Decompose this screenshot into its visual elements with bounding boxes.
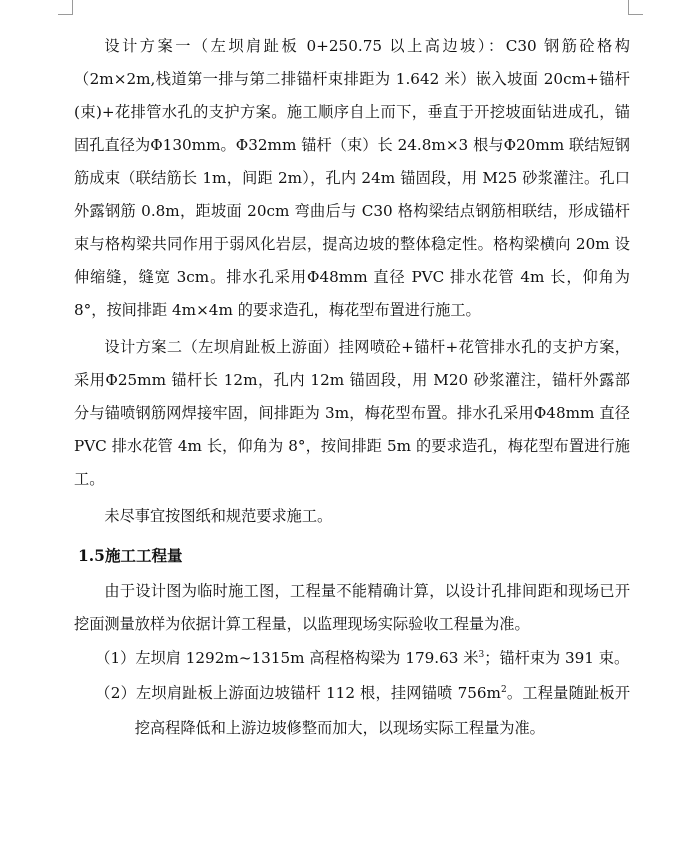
body-text[interactable]	[74, 30, 630, 746]
crop-mark-top-left	[58, 0, 73, 15]
paragraph-other-matters[interactable]: 未尽事宜按图纸和规范要求施工。	[104, 507, 333, 525]
paragraph-quantity-intro[interactable]: 由于设计图为临时施工图，工程量不能精确计算，以设计孔排间距和现场已开挖面测量放样为依据计算工程量，以监理现场实际验收工程量为准。	[74, 582, 630, 633]
section-heading[interactable]: 1.5施工工程量	[78, 546, 183, 565]
crop-mark-top-right	[628, 0, 643, 15]
paragraph-design-scheme-one[interactable]: 设计方案一（左坝肩趾板 0+250.75 以上高边坡）：C30 钢筋砼格构（2m×2m,栈道第一排与第二排锚杆束排距为 1.642 米）嵌入坡面 20cm+锚杆(束)+花排管水孔的支护方案。施工顺序自上而下，垂直于开挖坡面钻进成孔，锚固孔直径为Φ130mm。Φ32mm 锚杆（束）长 24.8m×3 根与Φ20mm 联结短钢筋成束（联结筋长 1m，间距 2m），孔内 24m 锚固段，用 M25 砂浆灌注。孔口外露钢筋 0.8m，距坡面 20cm 弯曲后与 C30 格构梁结点钢筋相联结，形成锚杆束与格构梁共同作用于弱风化岩层，提高边坡的整体稳定性。格构梁横向 20m 设伸缩缝，缝宽 3cm。排水孔采用Φ48mm 直径 PVC 排水花管 4m 长，仰角为 8°，按间排距 4m×4m 的要求造孔，梅花型布置进行施工。	[74, 37, 630, 319]
list-item-1-text: （1）左坝肩 1292m~1315m 高程格构梁为 179.63 米	[95, 649, 479, 667]
list-item-2-suffix: 。工程量随趾板开挖高程降低和上游边坡修整而加大，以现场实际工程量为准。	[134, 684, 631, 737]
list-item-1-superscript: 3	[478, 650, 485, 660]
list-item-1[interactable]	[74, 641, 630, 676]
list-item-2-text: （2）左坝肩趾板上游面边坡锚杆 112 根，挂网锚喷 756m	[95, 684, 501, 702]
paragraph-design-scheme-two[interactable]: 设计方案二（左坝肩趾板上游面）挂网喷砼+锚杆+花管排水孔的支护方案，采用Φ25mm 锚杆长 12m，孔内 12m 锚固段，用 M20 砂浆灌注，锚杆外露部分与锚喷钢筋网焊接牢固，间排距为 3m，梅花型布置。排水孔采用Φ48mm 直径 PVC 排水花管 4m 长，仰角为 8°，按间排距 5m 的要求造孔，梅花型布置进行施工。	[74, 338, 630, 488]
list-item-2[interactable]	[74, 676, 630, 746]
list-item-1-suffix: ；锚杆束为 391 束。	[484, 649, 630, 667]
list-item-2-superscript: 2	[500, 685, 507, 695]
